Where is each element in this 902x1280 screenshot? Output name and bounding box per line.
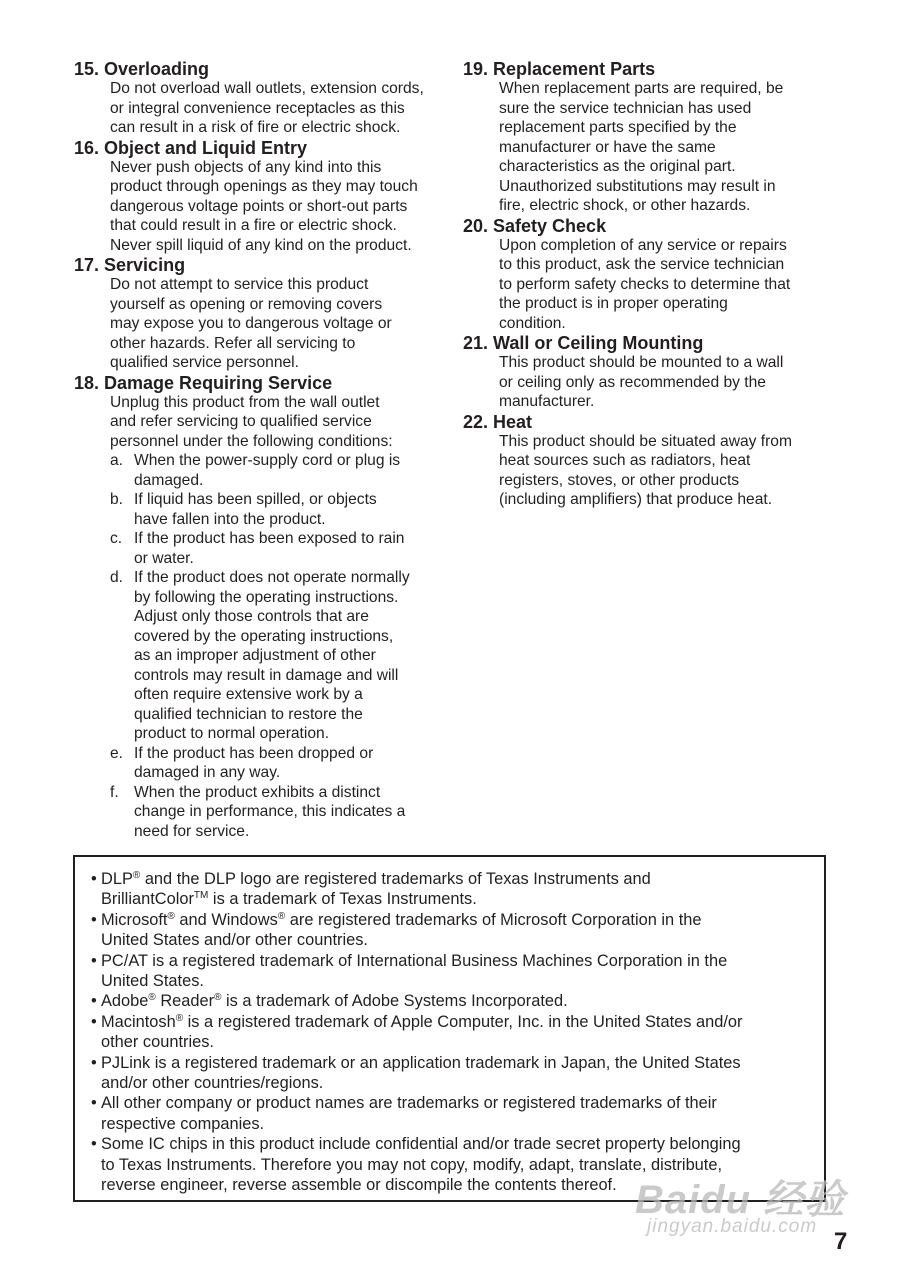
text-line: Macintosh® is a registered trademark of Apple Computer, Inc. in the United States and/or [101,1012,743,1031]
section-title: 19. Replacement Parts [463,59,656,79]
section-body [463,353,833,412]
text-line: If the product has been dropped or [134,744,374,762]
text-line: other hazards. Refer all servicing to [110,334,356,352]
page-number: 7 [834,1228,848,1255]
section-heat [463,412,833,510]
section-body [463,79,833,216]
section-title: 21. Wall or Ceiling Mounting [463,333,704,353]
text-line: replacement parts specified by the [499,119,737,136]
trademark-item-dlp [91,869,814,910]
bullet: • [91,1094,97,1113]
text-line: If the product does not operate normally [134,569,410,586]
text-line: This product should be situated away from [499,432,792,450]
right-column [463,59,833,510]
text-line: Do not attempt to service this product [110,276,369,293]
list-item-label: d. [110,569,124,586]
text-line: If liquid has been spilled, or objects [134,491,377,508]
section-body [74,393,446,842]
text-line: (including amplifiers) that produce heat. [499,491,773,508]
text-line: Do not overload wall outlets, extension cords, [110,80,424,97]
text-line: Microsoft® and Windows® are registered trademarks of Microsoft Corporation in the [101,910,702,929]
text-line: Upon completion of any service or repairs [499,236,787,254]
text-line: the product is in proper operating [499,295,728,312]
section-servicing [74,255,446,373]
text-line: damaged. [134,471,204,489]
section-replacement-parts [463,59,833,216]
section-title: 22. Heat [463,411,533,432]
text-line: respective companies. [101,1114,265,1133]
text-line: reverse engineer, reverse assemble or discompile the contents thereof. [101,1176,617,1195]
trademark-item-ic-chips [91,1134,814,1195]
text-line: often require extensive work by a [134,686,363,703]
section-body [74,79,446,138]
text-line: This product should be mounted to a wall [499,354,784,371]
list-item-label: b. [110,491,124,508]
text-line: damaged in any way. [134,764,281,781]
text-line: can result in a risk of fire or electric shock. [110,119,401,136]
section-body [74,275,446,373]
text-line: If the product has been exposed to rain [134,530,405,547]
text-line: yourself as opening or removing covers [110,295,383,313]
text-line: condition. [499,314,566,332]
text-line: to Texas Instruments. Therefore you may not copy, modify, adapt, translate, distribute, [101,1155,723,1174]
text-line: United States and/or other countries. [101,931,368,950]
text-line: Adjust only those controls that are [134,608,369,625]
text-line: DLP® and the DLP logo are registered trademarks of Texas Instruments and [101,870,651,888]
text-line: qualified service personnel. [110,354,299,371]
watermark-url: jingyan.baidu.com [647,1216,818,1237]
text-line: sure the service technician has used [499,99,752,117]
text-line: may expose you to dangerous voltage or [110,315,392,332]
trademark-item-pjlink [91,1053,814,1094]
text-line: When replacement parts are required, be [499,80,784,97]
section-object-liquid-entry [74,138,446,256]
list-item-label: a. [110,452,124,469]
list-item-label: c. [110,530,123,547]
text-line: heat sources such as radiators, heat [499,452,751,469]
text-line: product through openings as they may touch [110,178,418,195]
text-line: that could result in a fire or electric shock. [110,217,397,234]
trademark-item-pcat [91,951,814,992]
text-line: qualified technician to restore the [134,705,363,723]
text-line: manufacturer or have the same [499,138,716,156]
bullet: • [91,870,97,888]
text-line: or water. [134,549,194,567]
section-body [74,158,446,256]
section-overloading [74,59,446,138]
trademark-item-others [91,1093,814,1134]
bullet: • [91,992,97,1011]
section-damage-requiring-service [74,373,446,842]
text-line: Adobe® Reader® is a trademark of Adobe Systems Incorporated. [101,992,568,1011]
bullet: • [91,1135,97,1154]
text-line: United States. [101,972,204,991]
text-line: All other company or product names are trademarks or registered trademarks of their [101,1094,717,1113]
text-line: or integral convenience receptacles as this [110,99,405,117]
text-line: need for service. [134,822,250,840]
section-safety-check [463,216,833,334]
section-body [463,236,833,334]
text-line: PC/AT is a registered trademark of International Business Machines Corporation in the [101,951,728,970]
text-line: as an improper adjustment of other [134,647,376,664]
text-line: Unauthorized substitutions may result in [499,177,776,195]
text-line: When the power-supply cord or plug is [134,452,401,469]
left-column [74,59,446,841]
text-line: Never push objects of any kind into this [110,158,382,176]
section-title: 20. Safety Check [463,215,607,236]
list-item [110,529,446,568]
trademark-item-macintosh [91,1012,814,1053]
text-line: personnel under the following conditions: [110,432,393,450]
text-line: Some IC chips in this product include confidential and/or trade secret property belonging [101,1135,741,1154]
text-line: fire, electric shock, or other hazards. [499,197,751,214]
text-line: change in performance, this indicates a [134,803,406,820]
list-item-label: e. [110,744,124,762]
text-line: by following the operating instructions. [134,588,399,606]
text-line: have fallen into the product. [134,510,326,528]
text-line: product to normal operation. [134,725,330,742]
bullet: • [91,1012,97,1031]
text-line: to this product, ask the service technician [499,256,785,273]
bullet: • [91,951,97,970]
text-line: to perform safety checks to determine that [499,275,791,293]
list-item [110,490,446,529]
text-line: and refer servicing to qualified service [110,413,372,430]
trademark-item-adobe [91,991,814,1011]
list-item [110,783,446,842]
text-line: covered by the operating instructions, [134,627,394,645]
text-line: controls may result in damage and will [134,666,399,684]
text-line: When the product exhibits a distinct [134,783,381,801]
section-title: 16. Object and Liquid Entry [74,137,308,158]
list-item-label: f. [110,783,119,801]
section-wall-ceiling-mounting [463,333,833,412]
bullet: • [91,910,97,929]
section-title: 15. Overloading [74,59,210,79]
trademark-item-microsoft [91,910,814,951]
text-line: registers, stoves, or other products [499,471,740,489]
text-line: and/or other countries/regions. [101,1074,324,1093]
watermark-brand: Baidu 经验 [635,1178,846,1222]
text-line: characteristics as the original part. [499,158,736,175]
text-line: or ceiling only as recommended by the [499,373,766,391]
trademark-box [73,855,826,1202]
text-line: BrilliantColor™ is a trademark of Texas Instruments. [101,890,477,909]
text-line: dangerous voltage points or short-out parts [110,197,408,215]
text-line: PJLink is a registered trademark or an application trademark in Japan, the United States [101,1053,741,1072]
text-line: manufacturer. [499,393,595,410]
text-line: Unplug this product from the wall outlet [110,393,380,411]
list-item [110,451,446,490]
text-line: other countries. [101,1033,214,1052]
section-body [463,432,833,510]
section-title: 18. Damage Requiring Service [74,372,333,393]
list-item [110,568,446,744]
section-title: 17. Servicing [74,255,186,275]
text-line: Never spill liquid of any kind on the product. [110,236,412,254]
list-item [110,744,446,783]
bullet: • [91,1053,97,1072]
